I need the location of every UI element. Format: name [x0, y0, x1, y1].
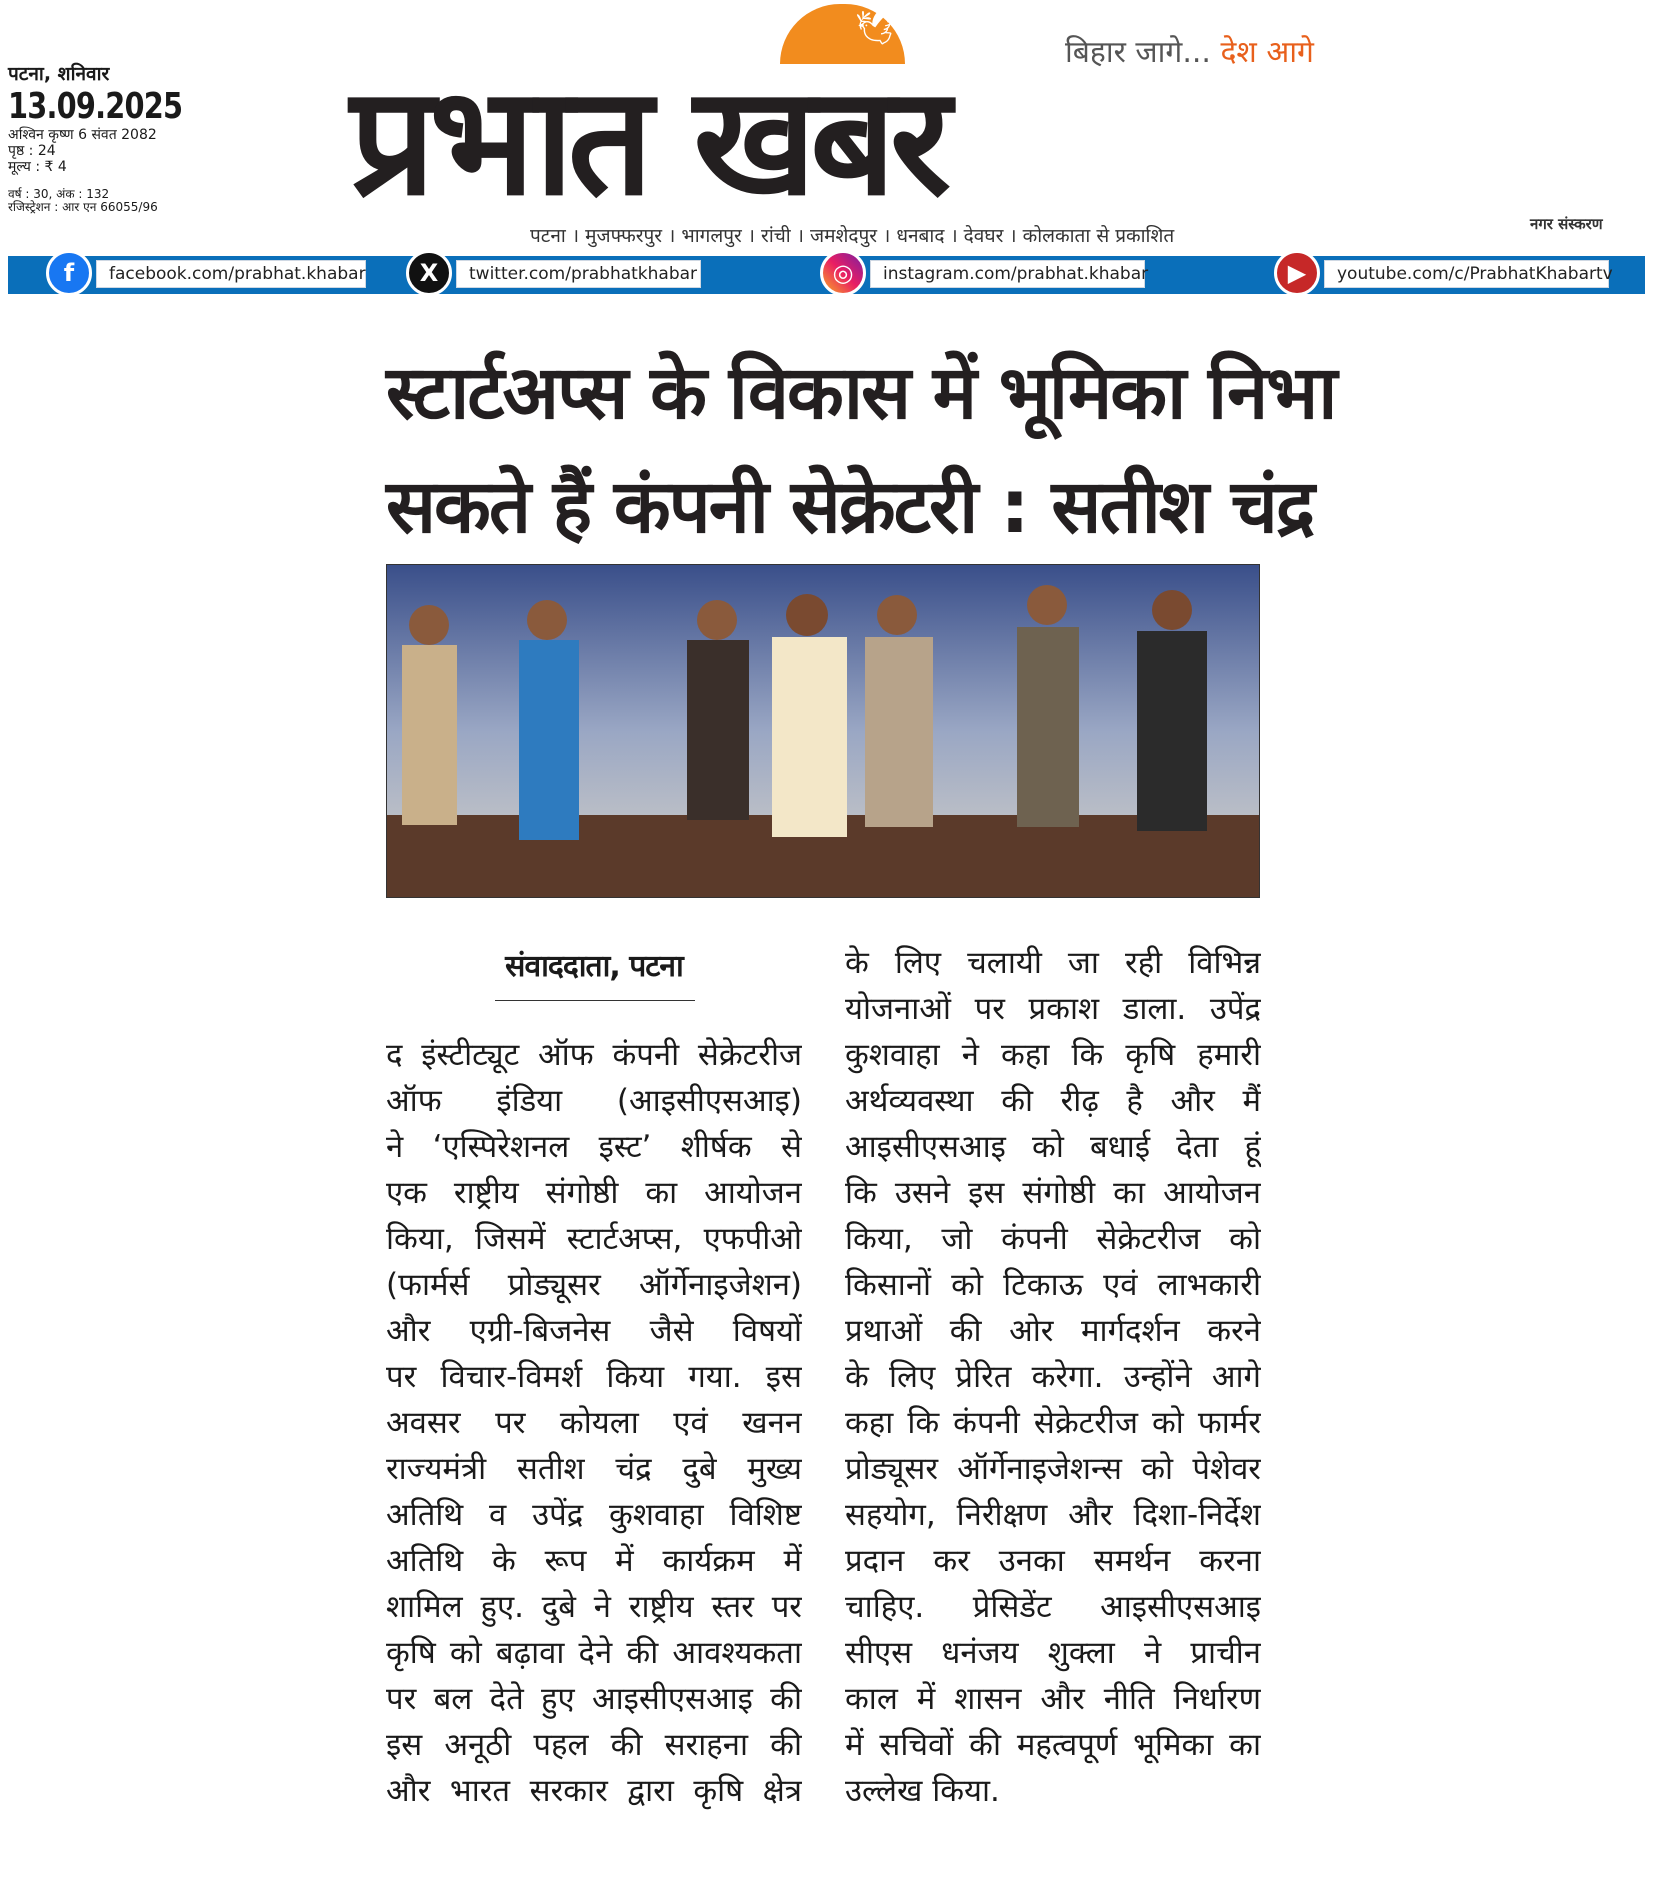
article-line: कृषि को बढ़ावा देने की आवश्यकता: [386, 1635, 802, 1671]
article-line: ऑफ इंडिया (आइसीएसआइ): [386, 1083, 802, 1119]
volume: वर्ष : 30, अंक : 132: [8, 186, 110, 201]
article-column-1: [386, 1032, 802, 1814]
article-line: किया, जो कंपनी सेक्रेटरीज को: [845, 1221, 1261, 1257]
article-line: अतिथि व उपेंद्र कुशवाहा विशिष्ट: [386, 1497, 802, 1533]
article-line: सीएस धनंजय शुक्ला ने प्राचीन: [845, 1635, 1261, 1671]
article-line: ने ‘एस्पिरेशनल इस्ट’ शीर्षक से: [386, 1129, 802, 1165]
issue-date: 13.09.2025: [8, 85, 183, 127]
article-line: राज्यमंत्री सतीश चंद्र दुबे मुख्य: [386, 1451, 802, 1487]
article-line: पर बल देते हुए आइसीएसआइ की: [386, 1681, 802, 1717]
article-line: कि उसने इस संगोष्ठी का आयोजन: [845, 1175, 1261, 1211]
article-line: एक राष्ट्रीय संगोष्ठी का आयोजन: [386, 1175, 802, 1211]
article-line: सहयोग, निरीक्षण और दिशा-निर्देश: [845, 1497, 1261, 1533]
article-line: और एग्री-बिजनेस जैसे विषयों: [386, 1313, 802, 1349]
headline-line-2: सकते हैं कंपनी सेक्रेटरी : सतीश चंद्र: [386, 464, 1314, 550]
article-line: प्रदान कर उनका समर्थन करना: [845, 1543, 1261, 1579]
tagline-part-b: देश आगे: [1220, 35, 1314, 70]
article-line: और भारत सरकार द्वारा कृषि क्षेत्र: [386, 1773, 802, 1809]
article-line: अवसर पर कोयला एवं खनन: [386, 1405, 802, 1441]
article-line: इस अनूठी पहल की सराहना की: [386, 1727, 802, 1763]
newspaper-logo: प्रभात खबर: [350, 55, 946, 229]
registration: रजिस्ट्रेशन : आर एन 66055/96: [8, 200, 158, 215]
article-line: के लिए प्रेरित करेगा. उन्होंने आगे: [845, 1359, 1261, 1395]
article-line: द इंस्टीट्यूट ऑफ कंपनी सेक्रेटरीज: [386, 1037, 802, 1073]
instagram-icon: ◎: [820, 250, 866, 296]
article-line: अतिथि के रूप में कार्यक्रम में: [386, 1543, 802, 1579]
article-line: कहा कि कंपनी सेक्रेटरीज को फार्मर: [845, 1405, 1261, 1441]
published-cities: पटना । मुजफ्फरपुर । भागलपुर । रांची । जमशेदपुर । धनबाद । देवघर । कोलकाता से प्रकाशित: [530, 225, 1175, 247]
article-photo: [386, 564, 1260, 898]
social-link-twitter[interactable]: twitter.com/prabhatkhabar: [456, 260, 701, 288]
price: मूल्य : ₹ 4: [8, 159, 67, 176]
article-line: किसानों को टिकाऊ एवं लाभकारी: [845, 1267, 1261, 1303]
byline-divider: [495, 1000, 695, 1001]
article-line: में सचिवों की महत्वपूर्ण भूमिका का: [845, 1727, 1261, 1763]
issue-info: [8, 64, 208, 215]
article-line: काल में शासन और नीति निर्धारण: [845, 1681, 1261, 1717]
bird-logo-icon: 🕊: [855, 8, 899, 48]
article-line: (फार्मर्स प्रोड्यूसर ऑर्गेनाइजेशन): [386, 1267, 802, 1303]
article-line: शामिल हुए. दुबे ने राष्ट्रीय स्तर पर: [386, 1589, 802, 1625]
samvat: अश्विन कृष्ण 6 संवत 2082: [8, 127, 157, 144]
article-line: के लिए चलायी जा रही विभिन्न: [845, 945, 1261, 981]
social-link-instagram[interactable]: instagram.com/prabhat.khabar: [870, 260, 1145, 288]
article-line: चाहिए. प्रेसिडेंट आइसीएसआइ: [845, 1589, 1261, 1625]
article-line: किया, जिसमें स्टार्टअप्स, एफपीओ: [386, 1221, 802, 1257]
headline-line-1: स्टार्टअप्स के विकास में भूमिका निभा: [386, 350, 1336, 436]
social-link-youtube[interactable]: youtube.com/c/PrabhatKhabartv: [1324, 260, 1609, 288]
youtube-icon: ▶: [1274, 250, 1320, 296]
article-line: प्रोड्यूसर ऑर्गेनाइजेशन्स को पेशेवर: [845, 1451, 1261, 1487]
page-count: पृष्ठ : 24: [8, 143, 56, 160]
article-line: आइसीएसआइ को बधाई देता हूं: [845, 1129, 1261, 1165]
article-line: कुशवाहा ने कहा कि कृषि हमारी: [845, 1037, 1261, 1073]
article-line: उल्लेख किया.: [845, 1773, 1000, 1809]
facebook-icon: f: [46, 250, 92, 296]
tagline-part-a: बिहार जागे...: [1065, 35, 1211, 70]
byline: संवाददाता, पटना: [505, 949, 683, 984]
article-line: योजनाओं पर प्रकाश डाला. उपेंद्र: [845, 991, 1261, 1027]
social-link-facebook[interactable]: facebook.com/prabhat.khabar: [96, 260, 366, 288]
article-line: पर विचार-विमर्श किया गया. इस: [386, 1359, 802, 1395]
article-column-2: [845, 940, 1261, 1814]
social-bar: [8, 256, 1645, 294]
article-line: अर्थव्यवस्था की रीढ़ है और मैं: [845, 1083, 1261, 1119]
edition-label: नगर संस्करण: [1530, 215, 1603, 233]
article-line: प्रथाओं की ओर मार्गदर्शन करने: [845, 1313, 1261, 1349]
city-day: पटना, शनिवार: [8, 63, 110, 85]
x-twitter-icon: X: [406, 250, 452, 296]
